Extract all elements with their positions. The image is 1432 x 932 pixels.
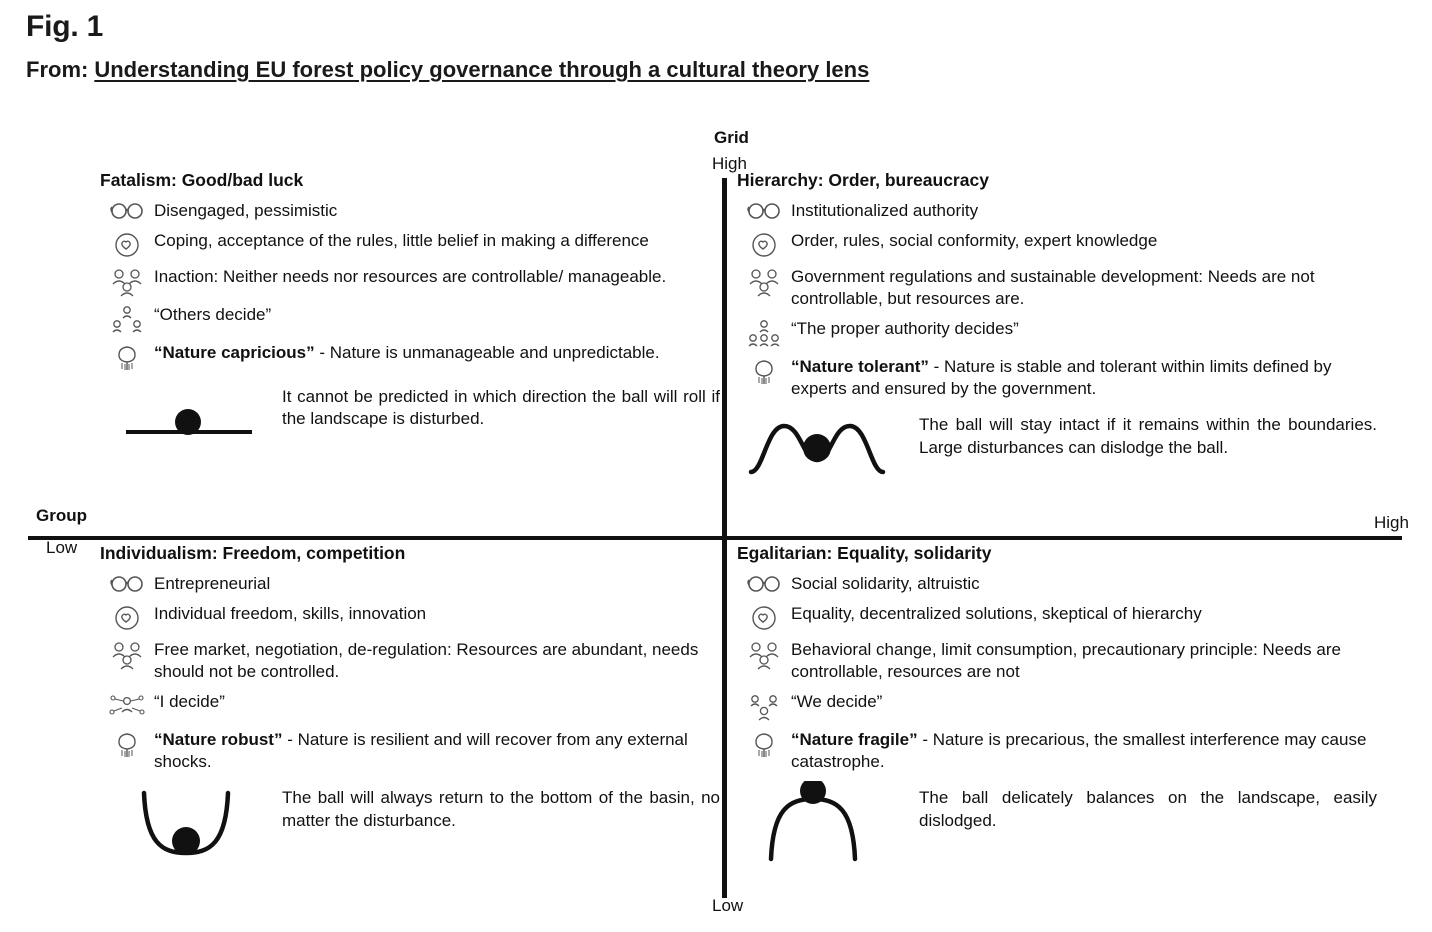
list-item-rest: - Nature is resilient and will recover from any external shocks. xyxy=(154,729,688,772)
quadrant-title-egalitarian: Egalitarian: Equality, solidarity xyxy=(737,543,992,563)
head-heart-icon xyxy=(100,230,154,259)
list-item-text: Entrepreneurial xyxy=(154,574,271,593)
list-item xyxy=(100,200,720,223)
ball-note-text: The ball will always return to the bottom of the basin, no matter the disturbance. xyxy=(282,788,720,830)
list-item-text: Behavioral change, limit consumption, precautionary principle: Needs are controllable, resources are not xyxy=(791,639,1341,682)
ball-illustration-hierarchy xyxy=(737,408,1377,494)
list-item xyxy=(100,729,720,774)
glasses-icon xyxy=(737,200,791,221)
figure-source-line xyxy=(26,57,1432,83)
glasses-icon xyxy=(100,200,154,221)
quadrant-title-individualism: Individualism: Freedom, competition xyxy=(100,543,406,563)
article-title-link[interactable]: Understanding EU forest policy governance through a cultural theory lens xyxy=(94,57,870,82)
ball-illustration-individualism xyxy=(100,781,720,867)
quadrant-title-hierarchy: Hierarchy: Order, bureaucracy xyxy=(737,170,989,190)
hierarchy-people-icon xyxy=(100,304,154,335)
list-item-text xyxy=(791,729,1377,774)
list-item xyxy=(100,691,720,722)
list-item-text xyxy=(791,356,1377,401)
list-item-text: Social solidarity, altruistic xyxy=(791,574,980,593)
tree-icon xyxy=(100,729,154,760)
list-item-text: “We decide” xyxy=(791,691,883,711)
list-item xyxy=(737,603,1377,632)
quadrant-hierarchy xyxy=(737,170,1377,494)
list-item-rest: - Nature is precarious, the smallest interference may cause catastrophe. xyxy=(791,729,1367,772)
list-item xyxy=(100,230,720,259)
list-item-text: Government regulations and sustainable development: Needs are not controllable, but resources are. xyxy=(791,266,1315,309)
people-group-icon xyxy=(737,266,791,297)
double-hump-ball-art xyxy=(737,408,919,494)
list-item xyxy=(737,729,1377,774)
basin-ball-art xyxy=(100,781,282,867)
list-item-emphasis: “Nature fragile” xyxy=(791,729,918,749)
list-item-text: “I decide” xyxy=(154,691,225,711)
quadrant-title-fatalism: Fatalism: Good/bad luck xyxy=(100,170,304,190)
ball-note-text: It cannot be predicted in which direction the ball will roll if the landscape is disturbed. xyxy=(282,386,720,429)
network-person-icon xyxy=(100,691,154,722)
tree-icon xyxy=(737,729,791,760)
group-axis-line xyxy=(28,536,1402,540)
quadrant-egalitarian xyxy=(737,543,1377,867)
figure-label: Fig. 1 xyxy=(26,10,104,43)
head-heart-icon xyxy=(737,230,791,259)
quadrant-fatalism xyxy=(100,170,720,466)
axis-value-group-low: Low xyxy=(46,538,78,557)
glasses-icon xyxy=(100,573,154,594)
list-item xyxy=(737,230,1377,259)
list-item-text: Order, rules, social conformity, expert knowledge xyxy=(791,230,1158,250)
people-group-icon xyxy=(100,639,154,670)
list-item xyxy=(737,691,1377,722)
ball-note-text: The ball will stay intact if it remains within the boundaries. Large disturbances can dislodge the ball. xyxy=(919,415,1377,457)
list-item xyxy=(100,266,720,297)
list-item xyxy=(100,603,720,632)
list-item-text: “The proper authority decides” xyxy=(791,318,1019,338)
list-item-text xyxy=(154,342,720,365)
list-item-text: Equality, decentralized solutions, skeptical of hierarchy xyxy=(791,603,1202,623)
list-item xyxy=(737,573,1377,596)
list-item-emphasis: “Nature capricious” xyxy=(154,342,315,362)
list-item xyxy=(737,356,1377,401)
list-item-emphasis: “Nature robust” xyxy=(154,729,283,749)
head-heart-icon xyxy=(100,603,154,632)
ball-illustration-fatalism xyxy=(100,380,720,466)
list-item-rest: - Nature is stable and tolerant within limits defined by experts and ensured by the government. xyxy=(791,356,1332,399)
ball-note-text: The ball delicately balances on the landscape, easily dislodged. xyxy=(919,788,1377,830)
list-item xyxy=(100,573,720,596)
axis-value-grid-low: Low xyxy=(712,896,744,915)
glasses-icon xyxy=(737,573,791,594)
list-item-text: “Others decide” xyxy=(154,304,272,324)
axis-label-grid: Grid xyxy=(714,128,749,147)
list-item-rest: - Nature is unmanageable and unpredictable. xyxy=(314,342,660,362)
list-item-emphasis: “Nature tolerant” xyxy=(791,356,929,376)
quadrant-individualism xyxy=(100,543,720,867)
list-item-text: Coping, acceptance of the rules, little belief in making a difference xyxy=(154,230,649,250)
axis-value-grid-high: High xyxy=(712,154,747,173)
list-item-text: Individual freedom, skills, innovation xyxy=(154,603,427,623)
list-item xyxy=(737,266,1377,311)
hill-ball-art xyxy=(737,781,919,867)
ball-illustration-egalitarian xyxy=(737,781,1377,867)
list-item xyxy=(737,318,1377,349)
axis-label-group: Group xyxy=(36,506,87,525)
list-item xyxy=(737,200,1377,223)
cultural-theory-diagram xyxy=(0,118,1432,932)
list-item-text xyxy=(154,729,720,774)
list-item-text: Disengaged, pessimistic xyxy=(154,201,338,220)
list-item xyxy=(737,639,1377,684)
tree-icon xyxy=(737,356,791,387)
from-label: From: xyxy=(26,57,89,82)
hierarchy-people-icon xyxy=(737,318,791,349)
list-item-text: Institutionalized authority xyxy=(791,201,979,220)
head-heart-icon xyxy=(737,603,791,632)
list-item-text: Free market, negotiation, de-regulation: Resources are abundant, needs should not be controlled. xyxy=(154,639,699,682)
figure-header xyxy=(0,0,1432,83)
people-group-icon xyxy=(737,639,791,670)
axis-value-group-high: High xyxy=(1374,513,1409,532)
list-item-text: Inaction: Neither needs nor resources are controllable/ manageable. xyxy=(154,266,667,286)
list-item xyxy=(100,639,720,684)
flat-line-ball-art xyxy=(100,380,282,466)
list-item xyxy=(100,342,720,373)
people-group-icon xyxy=(100,266,154,297)
people-equal-icon xyxy=(737,691,791,722)
tree-icon xyxy=(100,342,154,373)
list-item xyxy=(100,304,720,335)
